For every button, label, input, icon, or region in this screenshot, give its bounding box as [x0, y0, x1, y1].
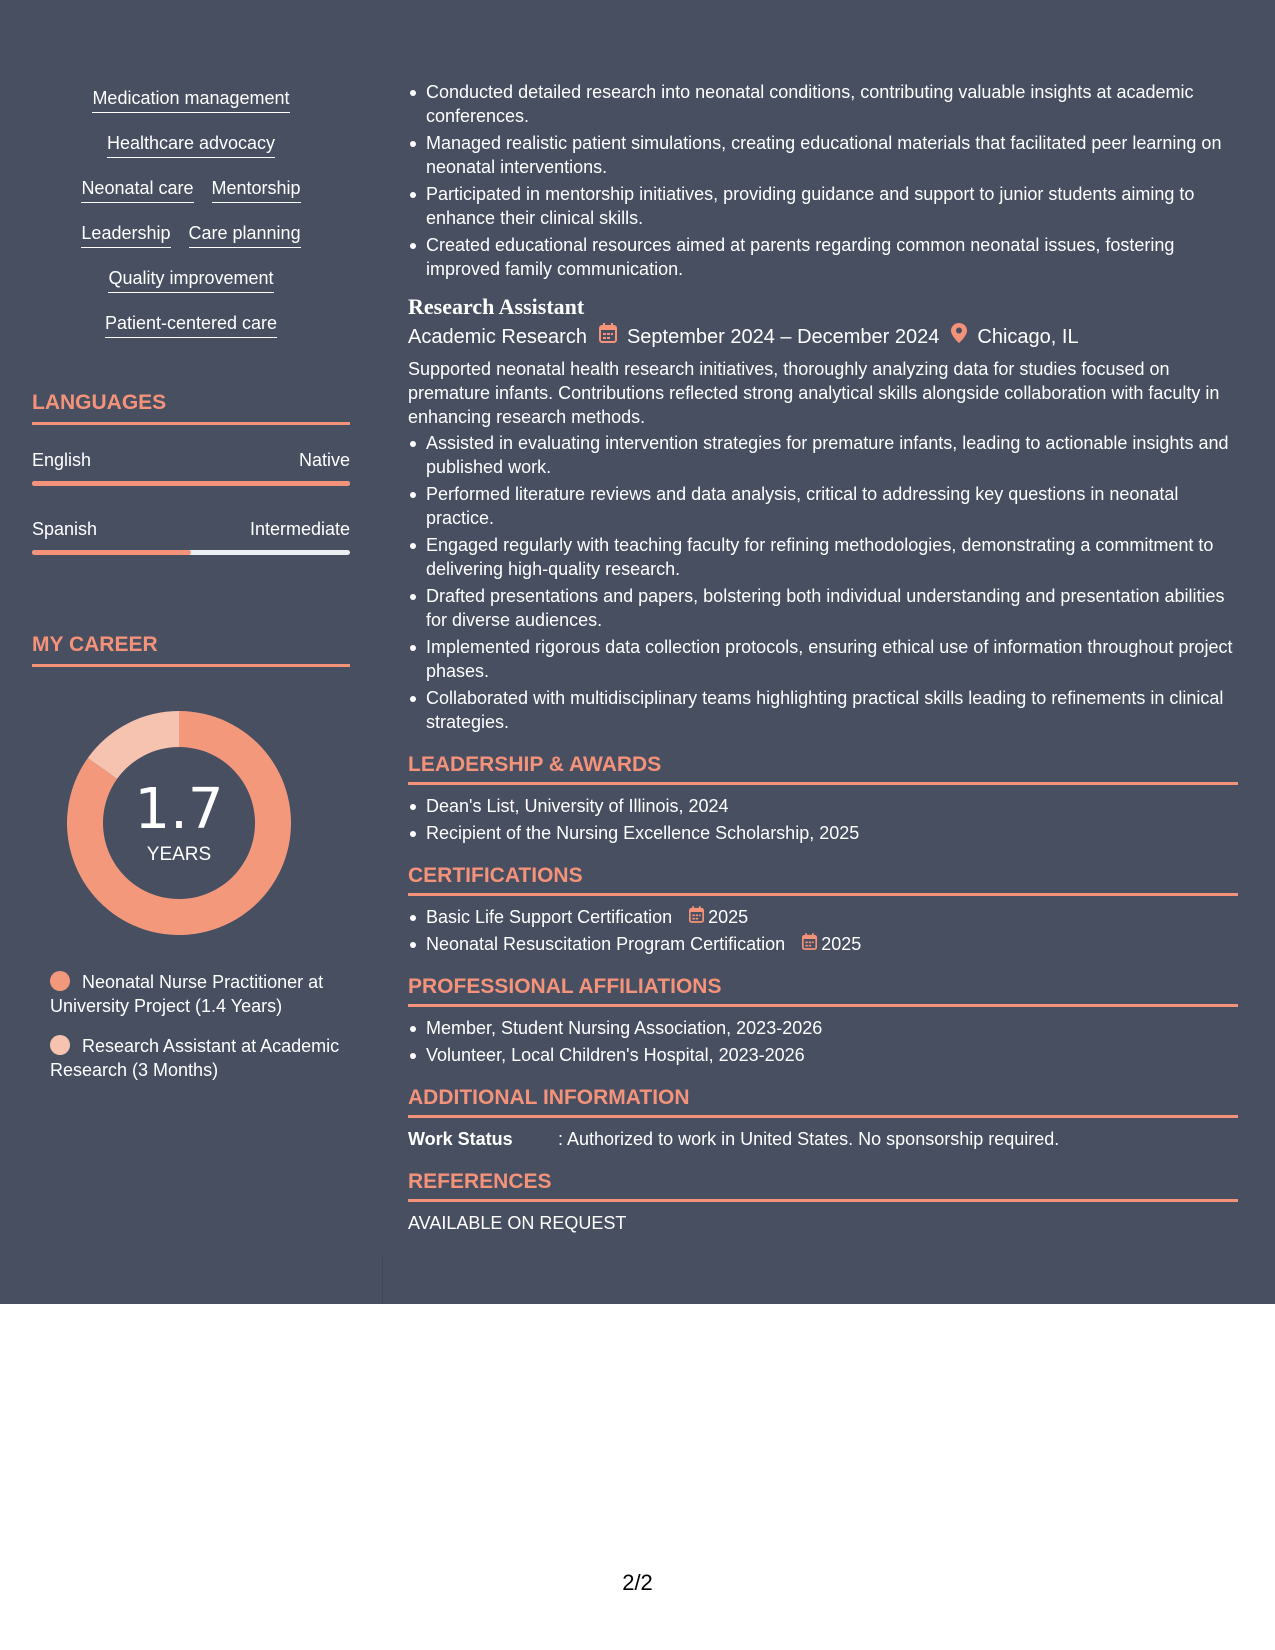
list-item: Assisted in evaluating intervention strategies for premature infants, leading to actionable insights and published work.	[408, 431, 1238, 479]
list-item: Implemented rigorous data collection protocols, ensuring ethical use of information throughout project phases.	[408, 635, 1238, 683]
certification-year: 2025	[708, 907, 749, 927]
skill-tag: Healthcare advocacy	[107, 131, 275, 158]
job-company: Academic Research	[408, 326, 587, 348]
language-spanish	[32, 518, 350, 555]
job-title: Research Assistant	[408, 294, 585, 319]
calendar-icon	[599, 323, 617, 351]
list-item: Recipient of the Nursing Excellence Scholarship, 2025	[408, 821, 1238, 845]
additional-info-heading: ADDITIONAL INFORMATION	[408, 1085, 1238, 1118]
language-bar-fill	[32, 550, 191, 555]
legend-item	[50, 970, 350, 1018]
career-heading: MY CAREER	[32, 632, 350, 667]
job-bullets	[408, 431, 1238, 734]
previous-job-bullets	[408, 80, 1238, 281]
skill-row	[32, 86, 350, 131]
skill-row	[32, 266, 350, 311]
page-number: 2/2	[622, 1570, 653, 1595]
skill-tag: Mentorship	[212, 176, 301, 203]
legend-dot	[50, 1035, 70, 1055]
skill-tag: Patient-centered care	[105, 311, 277, 338]
skill-tag: Care planning	[189, 221, 301, 248]
skill-row	[32, 311, 350, 356]
language-name: Spanish	[32, 519, 98, 539]
awards-list	[408, 794, 1238, 845]
language-english	[32, 449, 350, 486]
list-item: Participated in mentorship initiatives, providing guidance and support to junior students aiming to enhance their clinical skills.	[408, 182, 1238, 230]
languages-heading: LANGUAGES	[32, 390, 350, 425]
awards-heading: LEADERSHIP & AWARDS	[408, 752, 1238, 785]
skill-tag: Quality improvement	[108, 266, 273, 293]
list-item: Engaged regularly with teaching faculty for refining methodologies, demonstrating a commitment to delivering high-quality research.	[408, 533, 1238, 581]
right-column	[408, 80, 1238, 1235]
certification-item	[408, 905, 1238, 929]
skill-tag: Medication management	[92, 86, 289, 113]
skill-row	[32, 221, 350, 266]
language-level: Native	[298, 450, 350, 470]
list-item: Volunteer, Local Children's Hospital, 2023-2026	[408, 1043, 1238, 1067]
career-legend	[50, 970, 350, 1096]
calendar-icon	[689, 905, 704, 929]
work-status-value: : Authorized to work in United States. No sponsorship required.	[558, 1129, 1060, 1149]
career-total-unit: YEARS	[146, 844, 212, 865]
skill-tag: Leadership	[81, 221, 170, 248]
certification-year: 2025	[821, 934, 862, 954]
list-item: Conducted detailed research into neonatal conditions, contributing valuable insights at academic conferences.	[408, 80, 1238, 128]
work-status-label: Work Status	[408, 1129, 513, 1149]
list-item: Drafted presentations and papers, bolstering both individual understanding and presentation abilities for diverse audiences.	[408, 584, 1238, 632]
work-status-row	[408, 1127, 1238, 1151]
legend-dot	[50, 971, 70, 991]
list-item: Member, Student Nursing Association, 2023-2026	[408, 1016, 1238, 1040]
certification-name: Neonatal Resuscitation Program Certification	[426, 934, 786, 954]
job-dates: September 2024 – December 2024	[626, 326, 940, 348]
language-name: English	[32, 450, 92, 470]
list-item: Collaborated with multidisciplinary teams highlighting practical skills leading to refinements in clinical strategies.	[408, 686, 1238, 734]
job-meta	[408, 323, 1238, 351]
list-item: Performed literature reviews and data analysis, critical to addressing key questions in neonatal practice.	[408, 482, 1238, 530]
language-bar	[32, 481, 350, 486]
skills-list	[32, 86, 350, 356]
legend-label: Research Assistant at Academic Research (3 Months)	[50, 1036, 340, 1080]
calendar-icon	[802, 932, 817, 956]
job-location: Chicago, IL	[977, 326, 1079, 348]
affiliations-heading: PROFESSIONAL AFFILIATIONS	[408, 974, 1238, 1007]
certification-item	[408, 932, 1238, 956]
language-level: Intermediate	[249, 519, 350, 539]
list-item: Created educational resources aimed at parents regarding common neonatal issues, fostering improved family communication.	[408, 233, 1238, 281]
column-divider	[382, 1255, 383, 1304]
list-item: Managed realistic patient simulations, creating educational materials that facilitated peer learning on neonatal interventions.	[408, 131, 1238, 179]
references-heading: REFERENCES	[408, 1169, 1238, 1202]
references-text: AVAILABLE ON REQUEST	[408, 1213, 627, 1233]
skill-row	[32, 176, 350, 221]
location-pin-icon	[951, 323, 967, 351]
skill-tag: Neonatal care	[81, 176, 193, 203]
job-description: Supported neonatal health research initiatives, thoroughly analyzing data for studies focused on premature infants. Contributions reflected strong analytical skills alongside collaboration with faculty in enhancing research methods.	[408, 359, 1220, 427]
list-item: Dean's List, University of Illinois, 2024	[408, 794, 1238, 818]
certifications-heading: CERTIFICATIONS	[408, 863, 1238, 896]
skill-row	[32, 131, 350, 176]
language-bar	[32, 550, 350, 555]
language-bar-fill	[32, 481, 350, 486]
career-total-value: 1.7	[134, 777, 224, 842]
legend-label: Neonatal Nurse Practitioner at University Project (1.4 Years)	[50, 972, 324, 1016]
affiliations-list	[408, 1016, 1238, 1067]
career-donut-chart	[66, 710, 292, 936]
certifications-list	[408, 905, 1238, 956]
legend-item	[50, 1034, 350, 1082]
certification-name: Basic Life Support Certification	[426, 907, 673, 927]
